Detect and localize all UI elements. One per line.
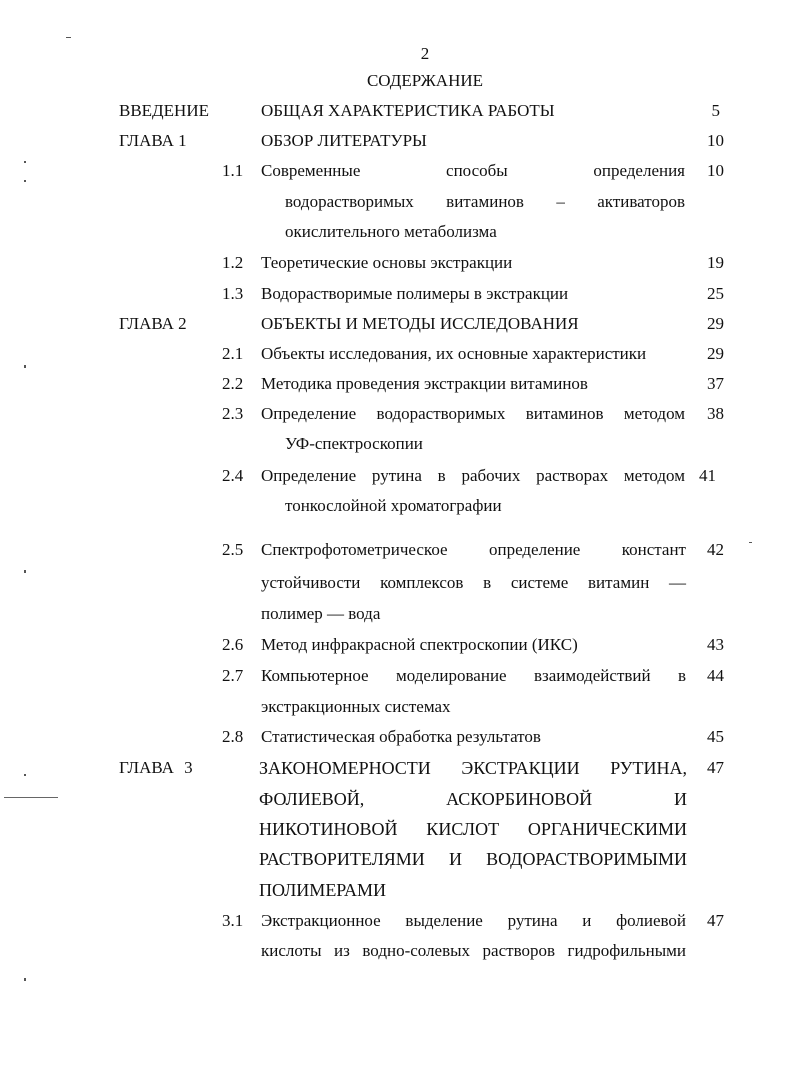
toc-title-2-2: Методика проведения экстракции витаминов	[261, 374, 588, 393]
toc-page-2-4: 41	[699, 466, 716, 485]
toc-label-introduction: ВВЕДЕНИЕ	[119, 101, 209, 120]
scan-speck	[66, 37, 71, 38]
toc-title-chapter-3-line-3: НИКОТИНОВОЙ КИСЛОТ ОРГАНИЧЕСКИМИ	[259, 819, 687, 839]
toc-number-2-1: 2.1	[222, 344, 244, 363]
scan-speck	[749, 542, 752, 543]
toc-title-2-8: Статистическая обработка результатов	[261, 727, 541, 746]
toc-title-1-1-line-3: окислительного метаболизма	[285, 222, 497, 241]
toc-title-chapter-3-line-1: ЗАКОНОМЕРНОСТИ ЭКСТРАКЦИИ РУТИНА,	[259, 758, 687, 778]
toc-number-2-5: 2.5	[222, 540, 244, 559]
toc-page-introduction: 5	[711, 101, 720, 120]
toc-page-1-2: 19	[707, 253, 724, 272]
toc-number-2-3: 2.3	[222, 404, 244, 423]
toc-number-2-2: 2.2	[222, 374, 244, 393]
page-number: 2	[420, 44, 430, 63]
toc-label-chapter-1: ГЛАВА 1	[119, 131, 187, 150]
toc-label-chapter-2: ГЛАВА 2	[119, 314, 187, 333]
toc-title-2-4-line-2: тонкослойной хроматографии	[285, 496, 502, 515]
toc-title-1-3: Водорастворимые полимеры в экстракции	[261, 284, 569, 303]
scan-line	[4, 797, 58, 798]
toc-title-chapter-1: ОБЗОР ЛИТЕРАТУРЫ	[261, 131, 427, 150]
toc-number-2-4: 2.4	[222, 466, 244, 485]
scan-speck	[24, 161, 26, 163]
toc-title-2-4-line-1: Определение рутина в рабочих растворах методом	[261, 466, 685, 485]
toc-title-3-1-line-2: кислоты из водно-солевых растворов гидрофильными	[261, 941, 686, 960]
toc-page-2-7: 44	[707, 666, 724, 685]
scan-speck	[24, 180, 26, 182]
scan-speck	[24, 774, 26, 776]
toc-title-2-7-line-1: Компьютерное моделирование взаимодействий в	[261, 666, 686, 685]
toc-title-1-1-line-2: водорастворимых витаминов – активаторов	[285, 192, 685, 211]
toc-title-chapter-2: ОБЪЕКТЫ И МЕТОДЫ ИССЛЕДОВАНИЯ	[261, 314, 579, 333]
scan-speck	[24, 365, 26, 368]
toc-page-2-1: 29	[707, 344, 724, 363]
scan-speck	[24, 978, 26, 981]
toc-label-chapter-3: ГЛАВА 3	[119, 758, 193, 777]
toc-title-2-7-line-2: экстракционных системах	[261, 697, 451, 716]
toc-page-chapter-2: 29	[707, 314, 724, 333]
toc-title-2-5-line-3: полимер — вода	[261, 604, 381, 623]
toc-page-2-8: 45	[707, 727, 724, 746]
toc-number-1-3: 1.3	[222, 284, 244, 303]
toc-title-2-1: Объекты исследования, их основные характеристики	[261, 344, 647, 363]
toc-title-chapter-3-line-2: ФОЛИЕВОЙ, АСКОРБИНОВОЙ И	[259, 789, 687, 809]
toc-page-2-5: 42	[707, 540, 724, 559]
toc-title-2-3-line-1: Определение водорастворимых витаминов методом	[261, 404, 685, 423]
page-title: СОДЕРЖАНИЕ	[366, 71, 484, 90]
scan-speck	[24, 570, 26, 573]
toc-page-2-2: 37	[707, 374, 724, 393]
toc-page-2-6: 43	[707, 635, 724, 654]
toc-page-chapter-3: 47	[707, 758, 724, 777]
toc-number-1-1: 1.1	[222, 161, 244, 180]
toc-title-2-5-line-1: Спектрофотометрическое определение констант	[261, 540, 686, 559]
toc-title-introduction: ОБЩАЯ ХАРАКТЕРИСТИКА РАБОТЫ	[261, 101, 555, 120]
toc-title-2-5-line-2: устойчивости комплексов в системе витамин —	[261, 573, 686, 592]
toc-title-1-1-line-1: Современные способы определения	[261, 161, 685, 180]
toc-title-chapter-3-line-5: ПОЛИМЕРАМИ	[259, 880, 387, 900]
toc-title-3-1-line-1: Экстракционное выделение рутина и фолиевой	[261, 911, 686, 930]
toc-title-2-6: Метод инфракрасной спектроскопии (ИКС)	[261, 635, 578, 654]
toc-number-2-6: 2.6	[222, 635, 244, 654]
toc-number-3-1: 3.1	[222, 911, 244, 930]
toc-page-1-1: 10	[707, 161, 724, 180]
toc-page-2-3: 38	[707, 404, 724, 423]
toc-number-2-8: 2.8	[222, 727, 244, 746]
toc-title-1-2: Теоретические основы экстракции	[261, 253, 513, 272]
toc-title-2-3-line-2: УФ-спектроскопии	[285, 434, 423, 453]
toc-page-chapter-1: 10	[707, 131, 724, 150]
toc-number-2-7: 2.7	[222, 666, 244, 685]
toc-number-1-2: 1.2	[222, 253, 244, 272]
toc-page-3-1: 47	[707, 911, 724, 930]
toc-page-1-3: 25	[707, 284, 724, 303]
toc-title-chapter-3-line-4: РАСТВОРИТЕЛЯМИ И ВОДОРАСТВОРИМЫМИ	[259, 849, 687, 869]
